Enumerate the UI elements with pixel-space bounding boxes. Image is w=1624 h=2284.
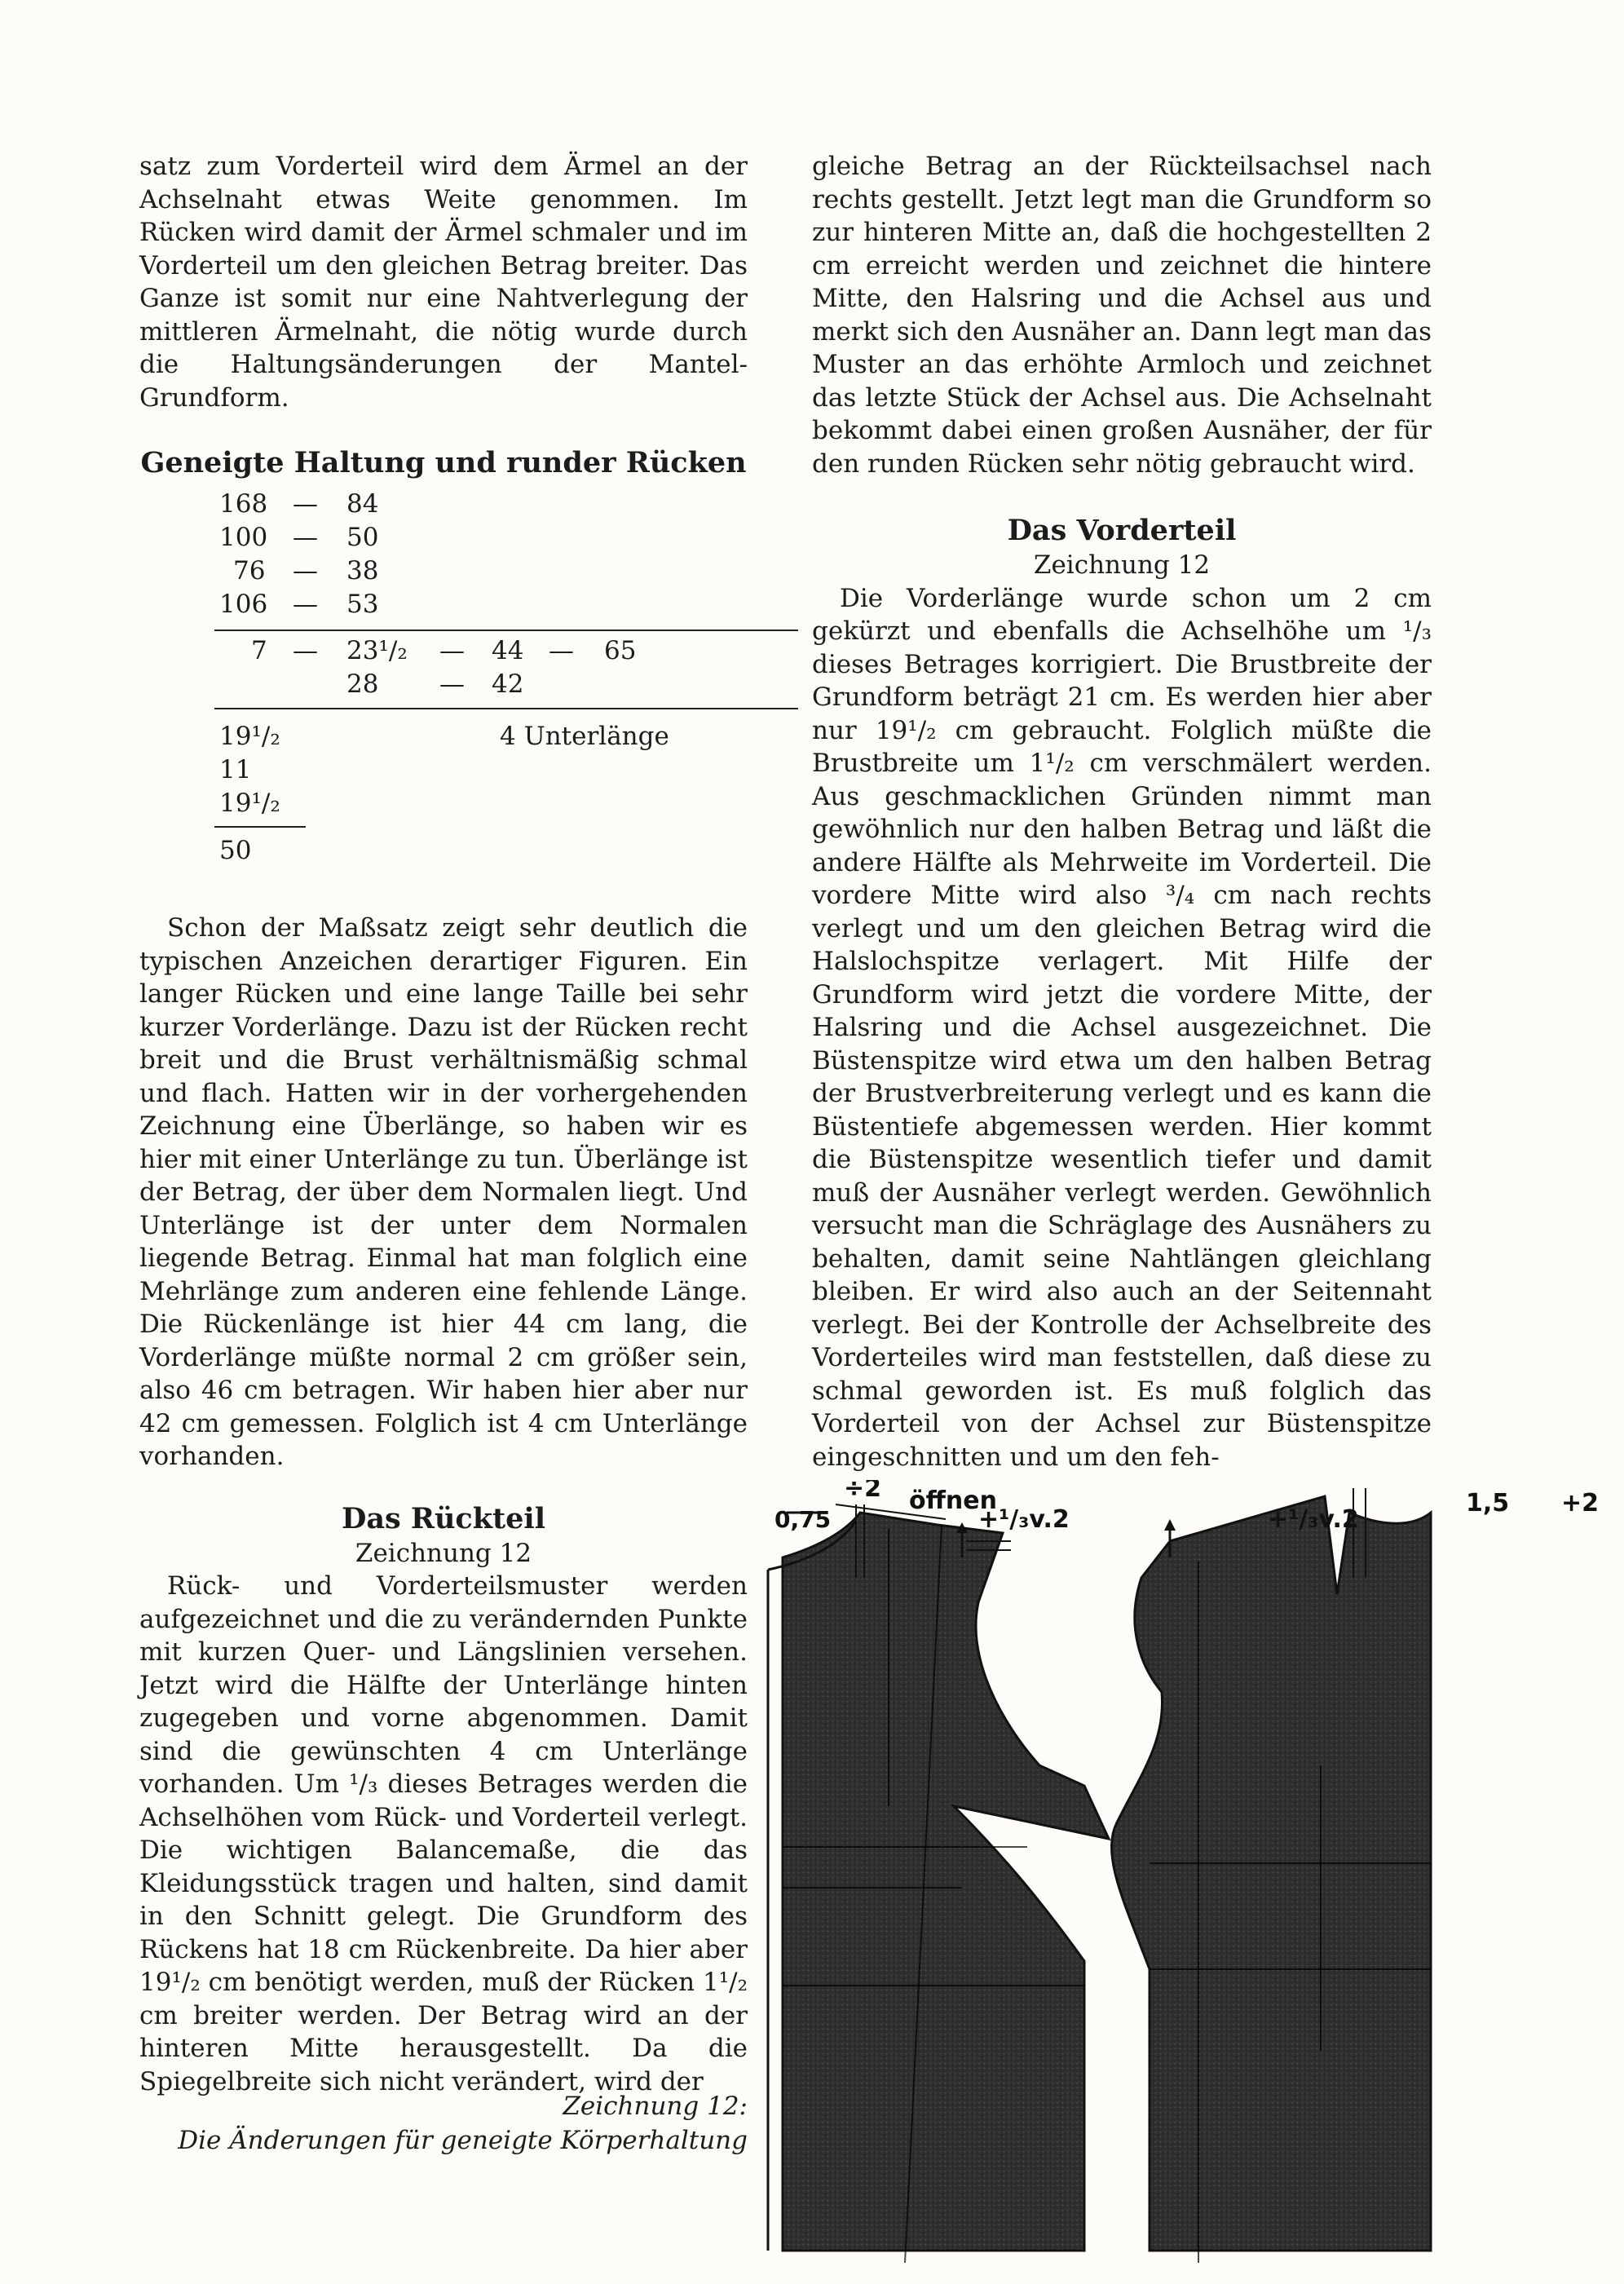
table-cell: — bbox=[293, 489, 318, 519]
table-cell: — bbox=[549, 636, 574, 665]
figure-label: 1,5 bbox=[1466, 1489, 1510, 1518]
paragraph-vorderteil: Die Vorderlänge wurde schon um 2 cm gekürzt und ebenfalls die Achselhöhe um ¹/₃ dieses Betrages korrigiert. Die Brustbreite der Grundform beträgt 21 cm. Es werden hier aber nur 19¹/₂ cm gebraucht. Folglich müßte die Brustbreite um 1¹/₂ cm verschmälert werden. Aus geschmacklichen Gründen nimmt man gewöhnlich nur den halben Betrag und läßt die andere Hälfte als Mehrweite im Vorderteil. Die vordere Mitte wird also ³/₄ cm nach rechts verlegt und um den gleichen Betrag wird die Halslochspitze verlagert. Mit Hilfe der Grundform wird jetzt die vordere Mitte, der Halsring und die Achsel ausgezeichnet. Die Büstenspitze wird etwa um den halben Betrag der Brustverbreiterung verlegt und es kann die Büstentiefe abgemessen werden. Hier kommt die Büstenspitze wesentlich tiefer und damit muß der Ausnäher verlegt werden. Gewöhnlich versucht man die Schräglage des Ausnähers zu behalten, damit seine Nahtlängen gleichlang bleiben. Er wird also auch an der Seitennaht verlegt. Bei der Kontrolle der Achselbreite des Vorderteiles wird man feststellen, daß diese zu schmal geworden ist. Es muß folglich das Vorderteil von der Achsel zur Büstenspitze eingeschnitten und um den feh- bbox=[812, 583, 1432, 1472]
table-cell: 50 bbox=[346, 523, 379, 552]
section-subheading: Zeichnung 12 bbox=[355, 1538, 532, 1568]
arrow-head bbox=[1164, 1519, 1176, 1531]
figure-caption bbox=[139, 2089, 748, 2158]
section-heading-geneigte-haltung: Geneigte Haltung und runder Rücken bbox=[140, 446, 747, 479]
figure-label: +2 bbox=[1561, 1489, 1600, 1518]
section-subheading: Zeichnung 12 bbox=[1033, 550, 1211, 580]
table-cell: 50 bbox=[219, 836, 252, 865]
table-cell: — bbox=[439, 636, 465, 665]
paragraph-rueckteil: Rück- und Vorderteilsmuster werden aufgezeichnet und die zu verändernden Punkte mit kurzen Quer- und Längslinien versehen. Jetzt wird die Hälfte der Unterlänge hinten zugegeben und vorne abgenommen. Damit sind die gewünschten 4 cm Unterlänge vorhanden. Um ¹/₃ dieses Betrages werden die Achselhöhen vom Rück- und Vorderteil verlegt. Die wichtigen Balancemaße, die das Kleidungsstück tragen und halten, sind damit in den Schnitt gelegt. Die Grundform des Rückens hat 18 cm Rückenbreite. Da hier aber 19¹/₂ cm benötigt werden, muß der Rücken 1¹/₂ cm breiter werden. Der Betrag wird an der hinteren Mitte herausgestellt. Da die Spiegelbreite sich nicht verändert, wird der bbox=[139, 1571, 748, 2096]
table-cell: — bbox=[293, 556, 318, 585]
back-pattern-piece bbox=[783, 1513, 1109, 2251]
figure-label: 0,75 bbox=[774, 1506, 832, 1533]
paragraph-continuation: gleiche Betrag an der Rückteilsachsel nach rechts gestellt. Jetzt legt man die Grundform so zur hinteren Mitte an, daß die hochgestellten 2 cm erreicht werden und zeichnet die hintere Mitte, den Halsring und die Achsel aus und merkt sich den Ausnäher an. Dann legt man das Muster an das erhöhte Armloch und zeichnet das letzte Stück der Achsel aus. Die Achselnaht bekommt dabei einen großen Ausnäher, der für den runden Rücken sehr nötig gebraucht wird. bbox=[812, 152, 1432, 479]
table-cell: 28 bbox=[346, 669, 379, 699]
table-cell: 168 bbox=[219, 489, 268, 519]
table-cell: 19¹/₂ bbox=[219, 789, 280, 818]
figure-label: öffnen bbox=[909, 1487, 997, 1515]
table-cell: 4 Unterlänge bbox=[500, 722, 669, 751]
table-cell: 65 bbox=[604, 636, 637, 665]
measurement-table bbox=[139, 488, 748, 879]
table-divider bbox=[214, 630, 798, 631]
left-column bbox=[139, 150, 748, 2098]
table-cell: — bbox=[439, 669, 465, 699]
pattern-drawing-svg bbox=[758, 1480, 1606, 2263]
section-heading-rueckteil: Das Rückteil bbox=[341, 1501, 546, 1535]
table-cell: 23¹/₂ bbox=[346, 636, 408, 665]
table-cell: 38 bbox=[346, 556, 379, 585]
table-cell: 11 bbox=[219, 755, 252, 784]
table-cell: 19¹/₂ bbox=[219, 722, 280, 751]
table-cell: — bbox=[293, 590, 318, 619]
front-pattern-piece bbox=[1112, 1496, 1431, 2251]
table-cell: 44 bbox=[492, 636, 524, 665]
table-cell: — bbox=[293, 636, 318, 665]
table-cell: 76 bbox=[233, 556, 266, 585]
section-heading-vorderteil: Das Vorderteil bbox=[1007, 514, 1237, 547]
caption-title: Zeichnung 12: bbox=[563, 2092, 748, 2121]
table-cell: 106 bbox=[219, 590, 268, 619]
figure-label: ÷2 bbox=[844, 1480, 882, 1503]
figure-label: +¹/₃v.2 bbox=[978, 1505, 1070, 1534]
right-column bbox=[812, 150, 1432, 1473]
table-cell: 53 bbox=[346, 590, 379, 619]
table-cell: — bbox=[293, 523, 318, 552]
table-sum-line bbox=[214, 826, 306, 828]
paragraph-continuation: satz zum Vorderteil wird dem Ärmel an der Achselnaht etwas Weite genommen. Im Rücken wird damit der Ärmel schmaler und im Vorderteil um den gleichen Betrag breiter. Das Ganze ist somit nur eine Nahtverlegung der mittleren Ärmelnaht, die nötig wurde durch die Haltungsänderungen der Mantel-Grundform. bbox=[139, 152, 748, 413]
table-cell: 42 bbox=[492, 669, 524, 699]
caption-text: Die Änderungen für geneigte Körperhaltung bbox=[178, 2126, 748, 2155]
table-cell: 100 bbox=[219, 523, 268, 552]
table-cell: 7 bbox=[251, 636, 267, 665]
table-cell: 84 bbox=[346, 489, 379, 519]
table-divider bbox=[214, 708, 798, 709]
paragraph-masssatz: Schon der Maßsatz zeigt sehr deutlich die typischen Anzeichen derartiger Figuren. Ein langer Rücken und eine lange Taille bei sehr kurzer Vorderlänge. Dazu ist der Rücken recht breit und die Brust verhältnismäßig schmal und flach. Hatten wir in der vorhergehenden Zeichnung eine Überlänge, so haben wir es hier mit einer Unterlänge zu tun. Überlänge ist der Betrag, der über dem Normalen liegt. Und Unterlänge ist der unter dem Normalen liegende Betrag. Einmal hat man folglich eine Mehrlänge zum anderen eine fehlende Länge. Die Rückenlänge ist hier 44 cm lang, die Vorderlänge müßte normal 2 cm größer sein, also 46 cm betragen. Wir haben hier aber nur 42 cm gemessen. Folglich ist 4 cm Unterlänge vorhanden. bbox=[139, 913, 748, 1471]
figure-label: +¹/₃v.2 bbox=[1268, 1505, 1359, 1534]
pattern-drawing bbox=[758, 1480, 1606, 2263]
